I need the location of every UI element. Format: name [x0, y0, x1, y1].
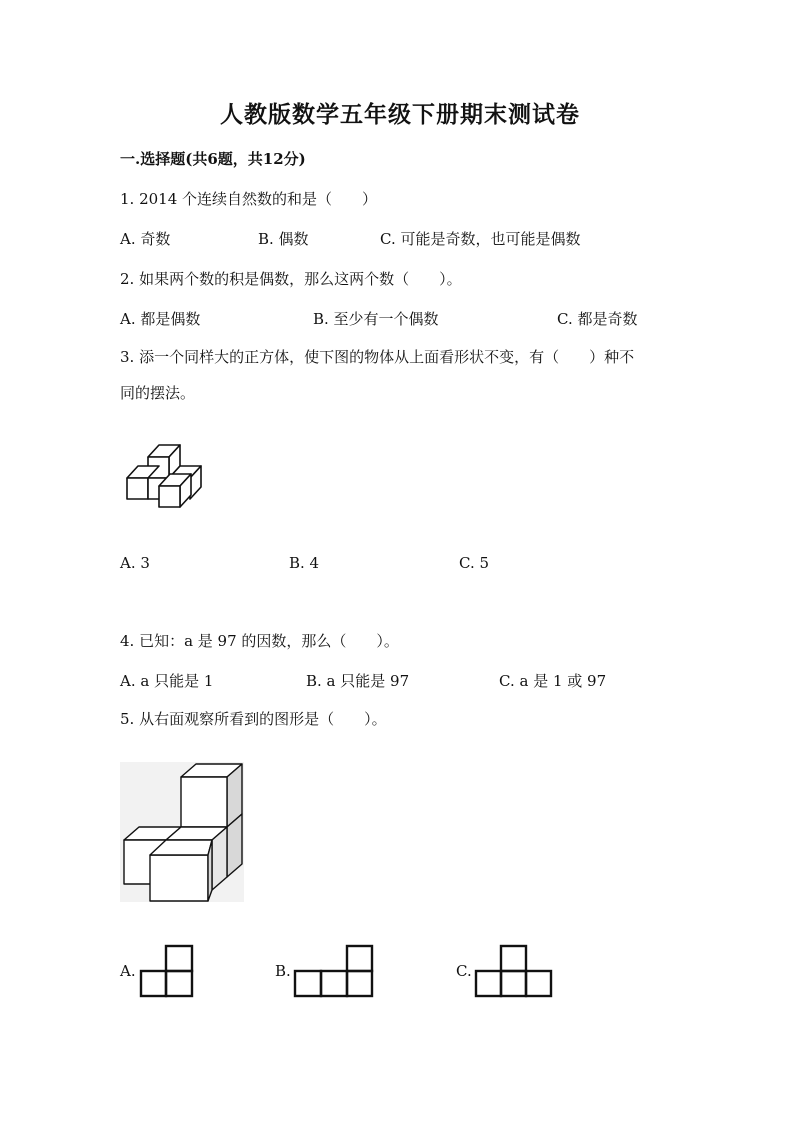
question-1-text: 1. 2014 个连续自然数的和是（ ）	[120, 190, 378, 208]
question-5-text: 5. 从右面观察所看到的图形是（ ）。	[120, 710, 387, 728]
question-3-text-line-2: 同的摆法。	[120, 384, 196, 402]
question-2-text: 2. 如果两个数的积是偶数，那么这两个数（ ）。	[120, 270, 462, 288]
question-3-option-b[interactable]: B. 4	[289, 554, 320, 572]
question-5-option-b-figure	[293, 944, 375, 998]
question-3-cube-figure	[122, 440, 212, 510]
question-2-option-a[interactable]: A. 都是偶数	[120, 310, 201, 328]
question-5-option-c-figure	[474, 944, 556, 998]
question-5-option-b[interactable]: B.	[275, 962, 291, 980]
question-2-option-b[interactable]: B. 至少有一个偶数	[313, 310, 439, 328]
section-heading: 一.选择题(共6题，共12分)	[120, 150, 306, 168]
question-4-text: 4. 已知：a 是 97 的因数，那么（ ）。	[120, 632, 399, 650]
question-5-option-c[interactable]: C.	[456, 962, 472, 980]
page-title: 人教版数学五年级下册期末测试卷	[220, 101, 580, 128]
question-4-option-a[interactable]: A. a 只能是 1	[120, 672, 214, 690]
question-1-option-c[interactable]: C. 可能是奇数，也可能是偶数	[380, 230, 581, 248]
question-5-option-a[interactable]: A.	[120, 962, 136, 980]
question-5-cube-figure	[120, 762, 244, 902]
question-1-option-a[interactable]: A. 奇数	[120, 230, 171, 248]
question-3-option-a[interactable]: A. 3	[120, 554, 150, 572]
question-4-option-c[interactable]: C. a 是 1 或 97	[499, 672, 607, 690]
question-4-option-b[interactable]: B. a 只能是 97	[306, 672, 410, 690]
question-1-option-b[interactable]: B. 偶数	[258, 230, 309, 248]
question-5-option-a-figure	[139, 944, 195, 998]
question-2-option-c[interactable]: C. 都是奇数	[557, 310, 638, 328]
question-3-option-c[interactable]: C. 5	[459, 554, 490, 572]
question-3-text-line-1: 3. 添一个同样大的正方体，使下图的物体从上面看形状不变，有（ ）种不	[120, 348, 635, 366]
